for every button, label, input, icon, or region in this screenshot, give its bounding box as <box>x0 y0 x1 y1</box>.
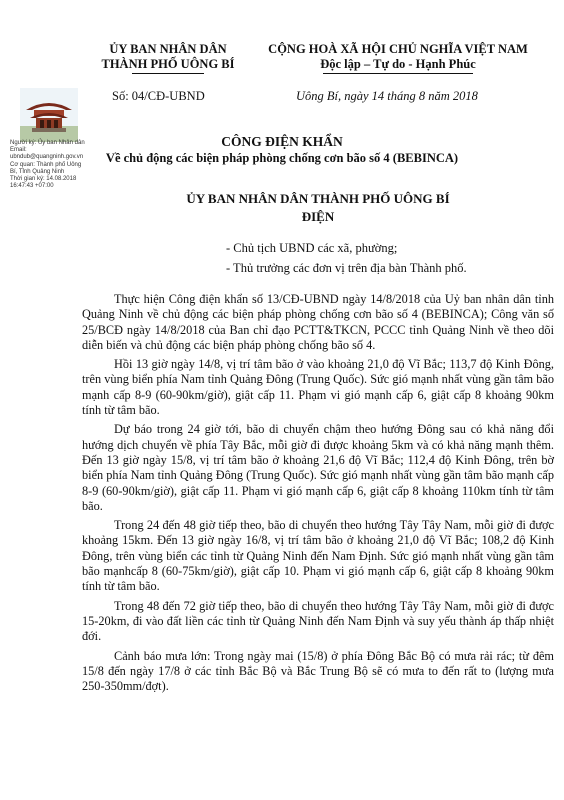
signed-time-text-2: 16:47:43 +07:00 <box>10 183 54 190</box>
issuer-block <box>148 190 488 226</box>
agency-line-2: THÀNH PHỐ UÔNG BÍ <box>101 57 235 71</box>
issuer-line-1: ỦY BAN NHÂN DÂN THÀNH PHỐ UÔNG BÍ <box>186 191 450 206</box>
agency-underline <box>132 73 204 74</box>
document-number: Số: 04/CĐ-UBND <box>112 89 205 103</box>
document-type-title: CÔNG ĐIỆN KHẨN <box>221 134 343 149</box>
issuer-line-2: ĐIỆN <box>301 209 335 224</box>
body-paragraph: Cảnh báo mưa lớn: Trong ngày mai (15/8) ở phía Đông Bắc Bộ có mưa rải rác; từ đêm 15/8 đến ngày 17/8 ở các tỉnh Bắc Bộ và Bắc Trung Bộ sẽ có mưa to đến rất to (lượng mưa 250-350mm/đợt). <box>82 648 554 694</box>
email-label: Email: <box>10 147 27 154</box>
national-motto: Độc lập – Tự do - Hạnh Phúc <box>320 57 476 71</box>
motto-underline <box>323 73 473 74</box>
email-text: ubndub@quangninh.gov.vn <box>10 154 84 161</box>
recipients-list <box>226 238 467 278</box>
signed-time-text: Thời gian ký: 14.08.2018 <box>10 176 77 183</box>
body-paragraph: Hồi 13 giờ ngày 14/8, vị trí tâm bão ở vào khoảng 21,0 độ Vĩ Bắc; 113,7 độ Kinh Đông, trên vùng biển phía Nam tỉnh Quảng Đông (Trung Quốc). Sức gió mạnh nhất vùng gần tâm bão mạnh cấp 8-9 (60-90km/giờ), giật cấp 11. Phạm vi gió mạnh cấp 6, giật cấp 8 khoảng 90km tính từ tâm bão. <box>82 357 554 418</box>
agency-text: Cơ quan: Thành phố Uông <box>10 161 82 168</box>
recipient-item: - Thủ trưởng các đơn vị trên địa bàn Thành phố. <box>226 261 467 275</box>
place-and-date: Uông Bí, ngày 14 tháng 8 năm 2018 <box>296 89 478 103</box>
national-header <box>248 42 548 74</box>
agency-text-2: Bí, Tỉnh Quảng Ninh <box>10 168 65 175</box>
issuing-agency-header <box>88 42 248 74</box>
recipient-item: - Chủ tịch UBND các xã, phường; <box>226 241 398 255</box>
body-paragraph: Thực hiện Công điện khẩn số 13/CĐ-UBND ngày 14/8/2018 của Uỷ ban nhân dân tỉnh Quảng Ninh về chủ động các biện pháp phòng chống cơn bão số 4 (BEBINCA); Công văn số 25/BCĐ ngày 14/8/2018 của Ban chỉ đạo PCTT&TKCN, PCCC tỉnh Quảng Ninh về theo dõi diễn biến và chủ động các biện pháp phòng chống bão số 4. <box>82 292 554 352</box>
agency-line-1: ỦY BAN NHÂN DÂN <box>109 42 227 56</box>
document-subject: Về chủ động các biện pháp phòng chống cơn bão số 4 (BEBINCA) <box>105 151 459 165</box>
body-paragraph: Trong 48 đến 72 giờ tiếp theo, bão di chuyển theo hướng Tây Tây Nam, mỗi giờ đi được 15-20km, đi vào đất liền các tỉnh từ Quảng Ninh đến Nam Định và suy yếu thành áp thấp nhiệt đới. <box>82 598 554 644</box>
signer-text: Người ký: Ủy ban Nhân dân <box>10 140 85 146</box>
document-body <box>82 292 554 698</box>
body-paragraph: Dự báo trong 24 giờ tới, bão di chuyển chậm theo hướng Đông sau có khả năng đổi hướng dịch chuyển về phía Tây Bắc, mỗi giờ đi được khoảng 5km và có khả năng mạnh thêm. Đến 13 giờ ngày 15/8, vị trí tâm bão ở khoảng 21,6 độ Vĩ Bắc; 112,4 độ Kinh Đông, trên bờ biển phía Nam tỉnh Quảng Đông (Trung Quốc). Sức gió mạnh nhất vùng gần tâm bão mạnh cấp 8-9 (60-90km/giờ), giật cấp 11. Phạm vi gió mạnh cấp 6, giật cấp 8 khoảng 110km tính từ tâm bão. <box>82 422 554 513</box>
nation-name: CỘNG HOÀ XÃ HỘI CHỦ NGHĨA VIỆT NAM <box>268 42 528 56</box>
body-paragraph: Trong 24 đến 48 giờ tiếp theo, bão di chuyển theo hướng Tây Tây Nam, mỗi giờ đi được khoảng 15km. Đến 13 giờ ngày 16/8, vị trí tâm bão ở khoảng 21,0 độ Vĩ Bắc; 108,2 độ Kinh Đông, trên vùng biển các tỉnh từ Quảng Ninh đến Nam Định. Sức gió mạnh nhất vùng gần tâm bão mạnhcấp 8 (60-75km/giờ), giật cấp 10. Phạm vi gió mạnh cấp 6, giật cấp 8 khoảng 90km tính từ tâm bão. <box>82 518 554 594</box>
